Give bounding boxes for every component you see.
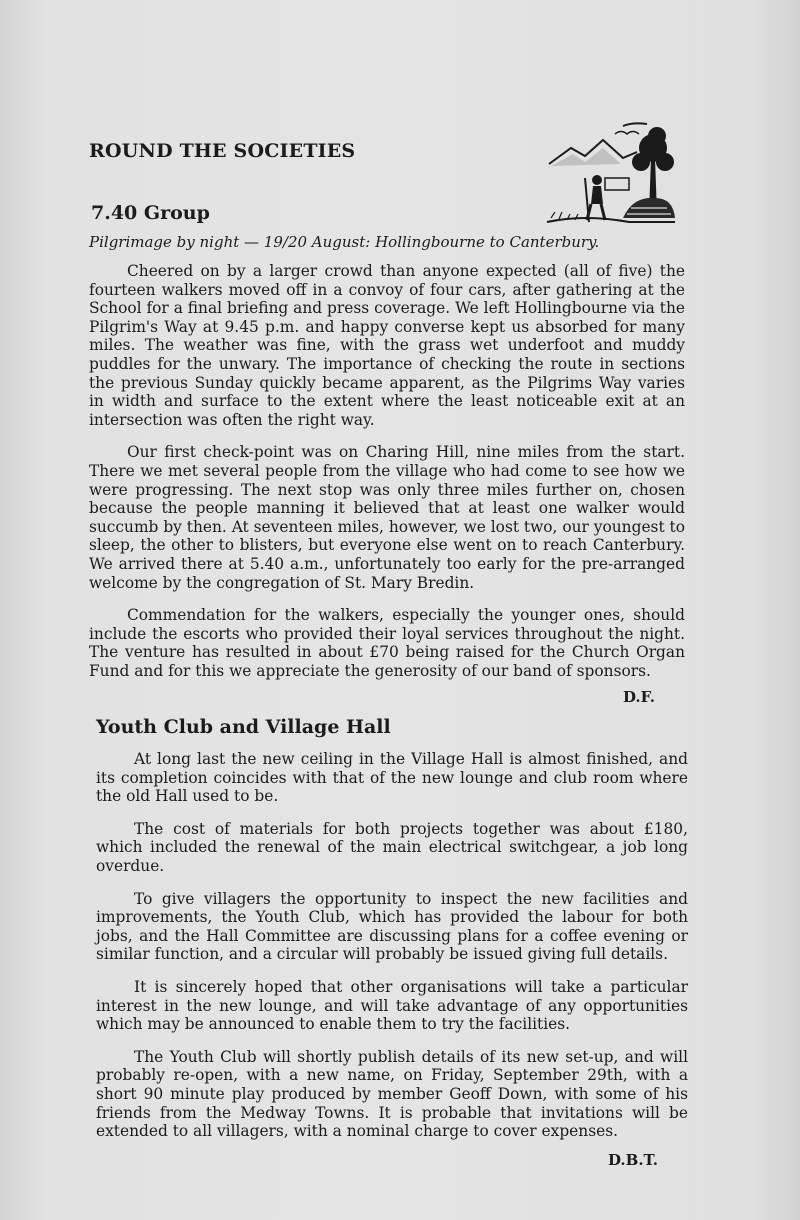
paragraph: Our first check-point was on Charing Hill, nine miles from the start. There we met several people from the village who had come to see how we were progressing. The next stop was only three miles further on, chosen because the people manning it believed that at least one walker would succumb by then. At seventeen miles, however, we lost two, our youngest to sleep, the other to blisters, but everyone else went on to reach Canterbury. We arrived there at 5.40 a.m., unfortunately too early for the pre-arranged welcome by the congregation of St. Mary Bredin. <box>89 443 685 592</box>
author-signature: D.B.T. <box>607 1150 658 1169</box>
paragraph: Cheered on by a larger crowd than anyone expected (all of five) the fourteen walkers moved off in a convoy of four cars, after gathering at the School for a final briefing and press coverage. We left Hollingbourne via the Pilgrim's Way at 9.45 p.m. and happy converse kept us absorbed for many miles. The weather was fine, with the grass wet underfoot and muddy puddles for the unwary. The importance of checking the route in sections the previous Sunday quickly became apparent, as the Pilgrims Way varies in width and surface to the extent where the least noticeable exit at an intersection was often the right way. <box>89 262 685 429</box>
section-heading-youth: Youth Club and Village Hall <box>96 716 391 738</box>
group-section <box>89 262 685 706</box>
paragraph: To give villagers the opportunity to inspect the new facilities and improvements, the Youth Club, which has provided the labour for both jobs, and the Hall Committee are discussing plans for a coffee evening or similar function, and a circular will probably be issued giving full details. <box>96 889 688 964</box>
author-signature: D.F. <box>622 688 655 707</box>
paragraph: The cost of materials for both projects together was about £180, which included the renewal of the main electrical switchgear, a job long overdue. <box>96 819 688 875</box>
section-subtitle: Pilgrimage by night — 19/20 August: Hollingbourne to Canterbury. <box>89 233 600 251</box>
youth-section <box>96 750 688 1169</box>
section-heading-group: 7.40 Group <box>91 202 210 224</box>
paragraph: It is sincerely hoped that other organisations will take a particular interest in the new lounge, and will take advantage of any opportunities which may be announced to enable them to try the facilities. <box>96 977 688 1034</box>
paragraph: Commendation for the walkers, especially the younger ones, should include the escorts who provided their loyal services throughout the night. The venture has resulted in about £70 being raised for the Church Organ Fund and for this we appreciate the generosity of our band of sponsors. <box>89 606 685 680</box>
pilgrim-landscape-icon <box>545 118 677 226</box>
paragraph: The Youth Club will shortly publish details of its new set-up, and will probably re-open, with a new name, on Friday, September 29th, with a short 90 minute play produced by member Geoff Down, with some of his friends from the Medway Towns. It is probable that invitations will be extended to all villagers, with a nominal charge to cover expenses. <box>96 1047 688 1141</box>
page-title: ROUND THE SOCIETIES <box>89 140 356 162</box>
paragraph: At long last the new ceiling in the Village Hall is almost finished, and its completion coincides with that of the new lounge and club room where the old Hall used to be. <box>96 750 688 806</box>
